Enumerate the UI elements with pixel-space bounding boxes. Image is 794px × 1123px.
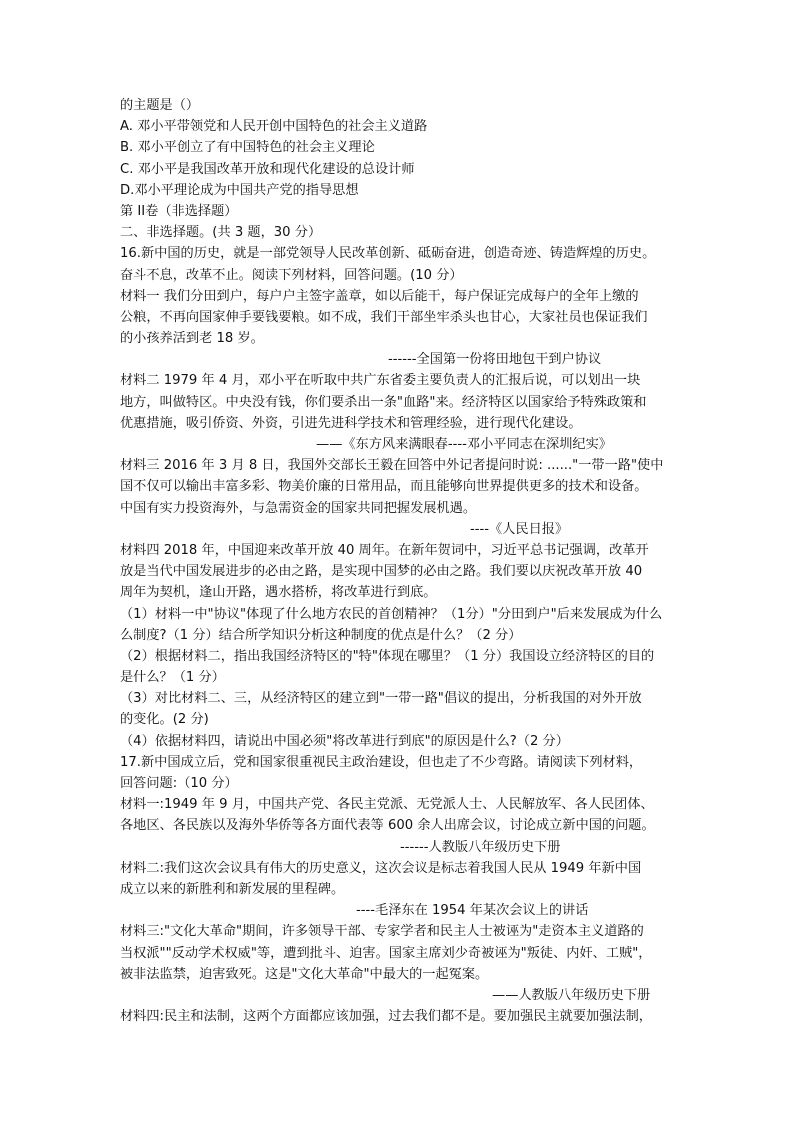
q15-stem-tail: 的主题是（） [120, 98, 200, 113]
q16-question-line: 是什么？（1 分） [120, 670, 225, 686]
q15-option-d: D.邓小平理论成为中国共产党的指导思想 [120, 182, 359, 198]
q16-question-line: （3）对比材料二、三，从经济特区的建立到"一带一路"倡议的提出，分析我国的对外开放 [120, 691, 642, 707]
q16-material-1-line: 公粮，不再向国家伸手要钱要粮。如不成，我们干部坐牢杀头也甘心，大家社员也保证我们 [120, 309, 648, 325]
exam-page [120, 95, 680, 1027]
part-title: 二、非选择题。(共 3 题，30 分） [120, 225, 322, 241]
q17-material-2-source: ----毛泽东在 1954 年某次会议上的讲话 [356, 903, 589, 919]
q16-material-3-line: 材料三 2016 年 3 月 8 日，我国外交部长王毅在回答中外记者提问时说: ......"一带一路"使中 [120, 458, 664, 474]
q15-option-b: B. 邓小平创立了有中国特色的社会主义理论 [120, 140, 375, 156]
q17-material-2-line: 材料二:我们这次会议具有伟大的历史意义，这次会议是标志着我国人民从 1949 年新中国 [120, 860, 642, 876]
q16-material-2-source: ——《东方风来满眼春----邓小平同志在深圳纪实》 [316, 437, 612, 452]
q16-material-4-line: 材料四 2018 年，中国迎来改革开放 40 周年。在新年贺词中，习近平总书记强调，改革开 [120, 542, 649, 558]
q17-material-3-line: 材料三:"文化大革命"期间，许多领导干部、专家学者和民主人士被诬为"走资本主义道路的 [120, 924, 644, 940]
q16-question-line: 么制度?（1 分）结合所学知识分析这种制度的优点是什么？（2 分） [120, 627, 522, 643]
q15-option-a: A. 邓小平带领党和人民开创中国特色的社会主义道路 [120, 119, 428, 135]
q17-stem-line: 回答问题:（10 分） [120, 776, 238, 791]
q16-stem-line: 16.新中国的历史，就是一部党领导人民改革创新、砥砺奋进，创造奇迹、铸造辉煌的历史。 [120, 246, 656, 262]
q16-material-4-line: 放是当代中国发展进步的必由之路，是实现中国梦的必由之路。我们要以庆祝改革开放 40 [120, 564, 643, 580]
q16-question-line: 的变化。(2 分) [120, 712, 209, 728]
q16-question-line: （1）材料一中"协议"体现了什么地方农民的首创精神？（1分）"分田到户"后来发展成为什么 [120, 606, 663, 622]
q16-material-3-line: 国不仅可以输出丰富多彩、物美价廉的日常用品，而且能够向世界提供更多的技术和设备。 [120, 479, 648, 495]
volume-title: 第 II卷（非选择题） [120, 203, 238, 219]
q17-material-1-line: 材料一:1949 年 9 月，中国共产党、各民主党派、无党派人士、人民解放军、各人民团体、 [120, 797, 654, 813]
q16-material-1-source: ------全国第一份将田地包干到户协议 [388, 352, 602, 368]
q16-material-3-line: 中国有实力投资海外，与急需资金的国家共同把握发展机遇。 [120, 500, 477, 516]
q17-material-3-line: 被非法监禁，迫害致死。这是"文化大革命"中最大的一起冤案。 [120, 966, 489, 982]
q17-material-1-line: 各地区、各民族以及海外华侨等各方面代表等 600 余人出席会议，讨论成立新中国的问题。 [120, 818, 655, 834]
q17-material-3-line: 当权派""反动学术权威"等，遭到批斗、迫害。国家主席刘少奇被诬为"叛徒、内奸、工贼"， [120, 945, 652, 961]
q16-material-2-line: 材料二 1979 年 4 月，邓小平在听取中共广东省委主要负责人的汇报后说，可以划出一块 [120, 373, 641, 389]
q16-material-2-line: 优惠措施，吸引侨资、外资，引进先进科学技术和管理经验，进行现代化建设。 [120, 415, 582, 431]
q16-material-3-source: ----《人民日报》 [470, 521, 569, 537]
q17-material-3-source: ——人教版八年级历史下册 [492, 987, 651, 1003]
q16-material-1-line: 材料一 我们分田到户，每户户主签字盖章，如以后能干，每户保证完成每户的全年上缴的 [120, 288, 639, 304]
q16-material-1-line: 的小孩养活到老 18 岁。 [120, 331, 264, 347]
q16-question-line: （2）根据材料二，指出我国经济特区的"特"体现在哪里？（1 分）我国设立经济特区的目的 [120, 648, 655, 664]
q16-material-4-line: 周年为契机，逢山开路，遇水搭桥，将改革进行到底。 [120, 585, 437, 601]
q17-material-2-line: 成立以来的新胜利和新发展的里程碑。 [120, 881, 345, 897]
q17-material-4-line: 材料四:民主和法制，这两个方面都应该加强，过去我们都不是。要加强民主就要加强法制， [120, 1009, 652, 1025]
q16-material-2-line: 地方，叫做特区。中央没有钱，你们要杀出一条"血路"来。经济特区以国家给予特殊政策和 [120, 394, 647, 410]
q16-question-line: （4）依据材料四，请说出中国必须"将改革进行到底"的原因是什么?（2 分） [120, 733, 569, 749]
q17-stem-line: 17.新中国成立后，党和国家很重视民主政治建设，但也走了不少弯路。请阅读下列材料， [120, 754, 643, 770]
q16-stem-line: 奋斗不息，改革不止。阅读下列材料，回答问题。(10 分） [120, 267, 463, 283]
q17-material-1-source: ------人教版八年级历史下册 [400, 839, 561, 855]
q15-option-c: C. 邓小平是我国改革开放和现代化建设的总设计师 [120, 161, 415, 177]
